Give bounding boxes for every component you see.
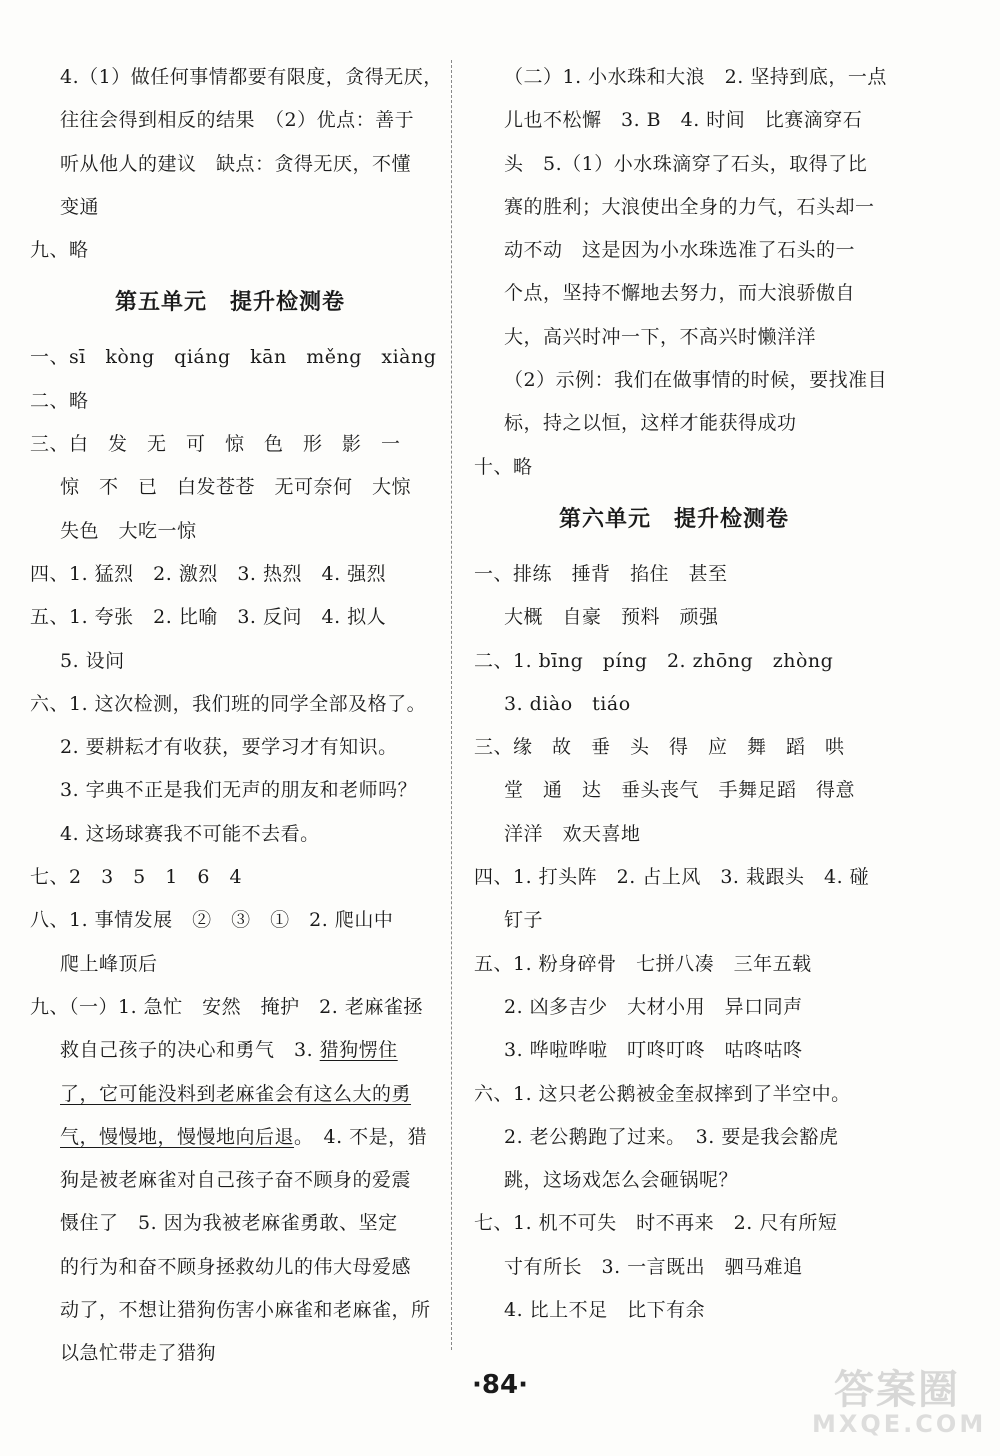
unit-5-title: 第五单元 提升检测卷 <box>114 290 345 316</box>
answer-line: 六、1. 这只老公鹅被金奎叔摔到了半空中。 <box>474 1082 851 1105</box>
answer-line: 四、1. 打头阵 2. 占上风 3. 栽跟头 4. 碰 <box>474 866 870 889</box>
answer-line: 四、1. 猛烈 2. 激烈 3. 热烈 4. 强烈 <box>30 562 387 585</box>
answer-line: 洋洋 欢天喜地 <box>504 822 641 845</box>
answer-line: 九、（一）1. 急忙 安然 掩护 2. 老麻雀拯 <box>30 995 423 1018</box>
page-number: ·84· <box>472 1370 528 1400</box>
answer-line: 二、略 <box>30 389 89 412</box>
answer-line: 七、2 3 5 1 6 4 <box>30 866 243 889</box>
answer-line: 赛的胜利；大浪使出全身的力气，石头却一 <box>504 195 875 218</box>
answer-line: 九、略 <box>30 239 89 262</box>
answer-line: 二、1. bīng píng 2. zhōng zhòng <box>474 649 834 672</box>
answer-line: 狗是被老麻雀对自己孩子奋不顾身的爱震 <box>60 1169 412 1192</box>
answer-line: 八、1. 事情发展 ② ③ ① 2. 爬山中 <box>30 909 394 932</box>
underlined-answer: 气，慢慢地，慢慢地向后退 <box>60 1125 295 1148</box>
answer-line: 2. 凶多吉少 大材小用 异口同声 <box>504 995 803 1018</box>
answer-line: 钉子 <box>504 909 544 932</box>
answer-line: 大概 自豪 预料 顽强 <box>504 606 719 629</box>
answer-line: 五、1. 粉身碎骨 七拼八凑 三年五载 <box>474 952 812 975</box>
watermark-url: MXQE.COM <box>812 1410 987 1438</box>
answer-line: 惊 不 已 白发苍苍 无可奈何 大惊 <box>60 476 412 499</box>
answer-line: 跳，这场戏怎么会砸锅呢？ <box>504 1169 739 1192</box>
answer-line: 往往会得到相反的结果 （2）优点：善于 <box>60 109 415 132</box>
answer-line: 4. 这场球赛我不可能不去看。 <box>60 822 320 845</box>
column-divider <box>451 60 452 1350</box>
right-column <box>474 56 888 1332</box>
answer-line: 4.（1）做任何事情都要有限度，贪得无厌， <box>60 66 443 88</box>
underlined-answer: 猎狗愣住 <box>319 1039 398 1062</box>
answer-line: 标，持之以恒，这样才能获得成功 <box>504 412 797 435</box>
answer-line: 个点，坚持不懈地去努力，而大浪骄傲自 <box>504 282 856 305</box>
answer-line: 三、白 发 无 可 惊 色 形 影 一 <box>30 433 401 456</box>
answer-line: 五、1. 夸张 2. 比喻 3. 反问 4. 拟人 <box>30 606 387 629</box>
answer-line: 5. 设问 <box>60 649 125 672</box>
watermark-logo <box>812 1358 987 1448</box>
answer-line: 慑住了 5. 因为我被老麻雀勇敢、坚定 <box>60 1212 398 1235</box>
answer-line: （二）1. 小水珠和大浪 2. 坚持到底，一点 <box>504 66 887 88</box>
answer-line: 大，高兴时冲一下，不高兴时懒洋洋 <box>504 325 817 348</box>
left-column <box>30 56 443 1376</box>
underlined-answer: 了，它可能没料到老麻雀会有这么大的勇 <box>60 1082 412 1105</box>
answer-line: 头 5.（1）小水珠滴穿了石头，取得了比 <box>504 152 868 175</box>
answer-line: 儿也不松懈 3. B 4. 时间 比赛滴穿石 <box>504 109 863 132</box>
answer-line: 动不动 这是因为小水珠选准了石头的一 <box>504 239 856 262</box>
answer-line: 失色 大吃一惊 <box>60 519 197 542</box>
answer-line: 三、缘 故 垂 头 得 应 舞 蹈 哄 <box>474 736 845 759</box>
answer-line: 七、1. 机不可失 时不再来 2. 尺有所短 <box>474 1212 838 1235</box>
answer-line: 以急忙带走了猎狗 <box>60 1342 217 1365</box>
answer-line: 2. 要耕耘才有收获，要学习才有知识。 <box>60 736 398 759</box>
answer-line: 4. 比上不足 比下有余 <box>504 1299 706 1322</box>
answer-line: 3. 字典不正是我们无声的朋友和老师吗？ <box>60 779 418 802</box>
answer-line: 六、1. 这次检测，我们班的同学全部及格了。 <box>30 692 427 715</box>
unit-6-title: 第六单元 提升检测卷 <box>558 506 789 532</box>
answer-line: 一、sī kòng qiáng kān měng xiàng <box>30 346 437 369</box>
answer-line: 3. 哗啦哗啦 叮咚叮咚 咕咚咕咚 <box>504 1039 803 1062</box>
answer-line: 十、略 <box>474 455 533 478</box>
answer-line: 听从他人的建议 缺点：贪得无厌，不懂 <box>60 152 412 175</box>
answer-line <box>30 1116 430 1159</box>
answer-line: 变通 <box>60 195 100 218</box>
answer-line <box>30 1029 430 1072</box>
answer-line: （2）示例：我们在做事情的时候，要找准目 <box>504 369 888 392</box>
answer-line: 2. 老公鹅跑了过来。 3. 要是我会豁虎 <box>504 1125 839 1148</box>
answer-line: 的行为和奋不顾身拯救幼儿的伟大母爱感 <box>60 1255 412 1278</box>
answer-line: 3. diào tiáo <box>504 692 631 715</box>
answer-line: 爬上峰顶后 <box>60 952 158 975</box>
answer-line: 一、排练 捶背 掐住 甚至 <box>474 562 728 585</box>
answer-line: 堂 通 达 垂头丧气 手舞足蹈 得意 <box>504 779 856 802</box>
answer-line: 动了，不想让猎狗伤害小麻雀和老麻雀，所 <box>60 1299 431 1322</box>
answer-line: 寸有所长 3. 一言既出 驷马难追 <box>504 1255 803 1278</box>
answer-text: 救自己孩子的决心和勇气 3. <box>60 1039 320 1062</box>
watermark-text: 答案圈 <box>834 1367 960 1413</box>
answer-text: 。 4. 不是，猎 <box>294 1125 428 1148</box>
